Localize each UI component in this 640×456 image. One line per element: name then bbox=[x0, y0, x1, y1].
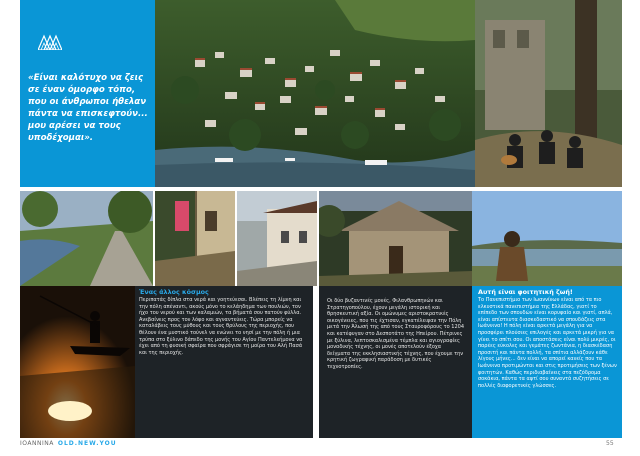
photo-old-alley bbox=[237, 191, 317, 286]
footer-region: IOANNINA bbox=[20, 440, 54, 447]
caption-body: Το Πανεπιστήμιο των Ιωαννίνων είναι από τα πιο ελκυστικά πανεπιστήμια της Ελλάδας, γιατί το επίπεδο των σπουδών είναι κορυφαίο και γιατί, απλά, είναι απίστευτα διασκεδαστικό να σπουδάζεις στα Ιωάννινα! Η πόλη είναι αρκετά μεγάλη για να προσφέρει πλούσιες επιλογές και αρκετά μικρή για να γίνει το σπίτι σου. Οι αποστάσεις είναι πολύ μικρές, οι παρέες εύκολες και γεμάτες ζωντάνια, η διασκέδαση προσιτή και πάντα πολλή, τα σπίτια αλλάζουν κάθε λίγους μήνες... δεν είναι να απορεί κανείς που τα Ιωάννινα προτιμώνται και στις προτιμήσεις των ξένων φοιτητών. Καθώς περιδιαβαίνεις στα πεζόδρομα σοκάκια, πάντα τα αφτί σου συναντά συζητήσεις σε πολλές διαφορετικές γλώσσες. bbox=[478, 297, 617, 389]
photo-fisherman-sunset bbox=[20, 286, 135, 438]
caption-body: Οι δύο βυζαντινές μονές, Φιλανθρωπηνών και Στρατηγοπούλου, έχουν μεγάλη ιστορική και θρησκευτική αξία. Οι ομώνυμες αριστοκρατικές οικογένειες, που τις έχτισαν, εγκατέλειψαν την Πόλη μετά την Άλωσή της από τους Σταυροφόρους το 1204 και κατέφυγαν στο Δεσποτάτο της Ηπείρου. Πέτρινες με ξύλινα, λεπτοσκαλισμένα τέμπλα και αγιογραφίες μοναδικής τέχνης, οι μονές αποτελούν έξοχα δείγματα της εκκλησιαστικής τέχνης, που έχουμε την κρητική ζωγραφική παράδοση με δυτικές τεχνοτροπίες. bbox=[327, 298, 465, 370]
caption-title: Αυτή είναι φοιτητική ζωή! bbox=[478, 288, 573, 296]
photo-stone-chapel bbox=[319, 191, 472, 286]
photo-woman-by-lake bbox=[472, 191, 622, 286]
footer-brand bbox=[20, 440, 117, 447]
caption-another-world bbox=[135, 286, 313, 438]
page-number: 55 bbox=[606, 440, 614, 447]
caption-title: Ένας άλλος κόσμος bbox=[139, 288, 209, 296]
caption-student-life bbox=[472, 286, 622, 438]
brand-logo-icon bbox=[38, 34, 62, 50]
caption-body: Περιπατάς δίπλα στα νερά και γοητεύεσαι. Βλέπεις τη λίμνη και την πόλη απέναντι, ακούς μόνο το κελάηδημα των πουλιών, τον ήχο του νερού και των καλαμιών, τα βήματά σου πατούν φύλλα. Ανεβαίνεις προς τον λόφο και αγναντεύεις. Τώρα μπορείς να καταλάβεις τους μύθους και τους θρύλους της περιοχής, που θέλουν ένα μυστικό τούνελ να ενώνει το νησί με την πόλη ή μια τρύπα στο ξύλινο δάπεδο της μονής του Αγίου Παντελεήμονα να έχει από τη φυσική σφαίρα που σφράγισε τη μοίρα του Αλή Πασά και της περιοχής. bbox=[139, 297, 303, 356]
footer-tagline: OLD.NEW.YOU bbox=[57, 440, 117, 447]
caption-monasteries bbox=[319, 286, 472, 438]
photo-musicians-ruins bbox=[475, 0, 622, 187]
photo-lake-town-aerial bbox=[155, 0, 475, 187]
quote-text: «Είναι καλότυχο να ζεις σε έναν όμορφο τόπο, που οι άνθρωποι ήθελαν πάντα να επισκεφτούν... μου αρέσει να τους υποδέχομαι». bbox=[28, 73, 148, 143]
quote-panel bbox=[20, 0, 155, 187]
photo-monastery-arch bbox=[155, 191, 235, 286]
photo-lakeside-path bbox=[20, 191, 153, 286]
